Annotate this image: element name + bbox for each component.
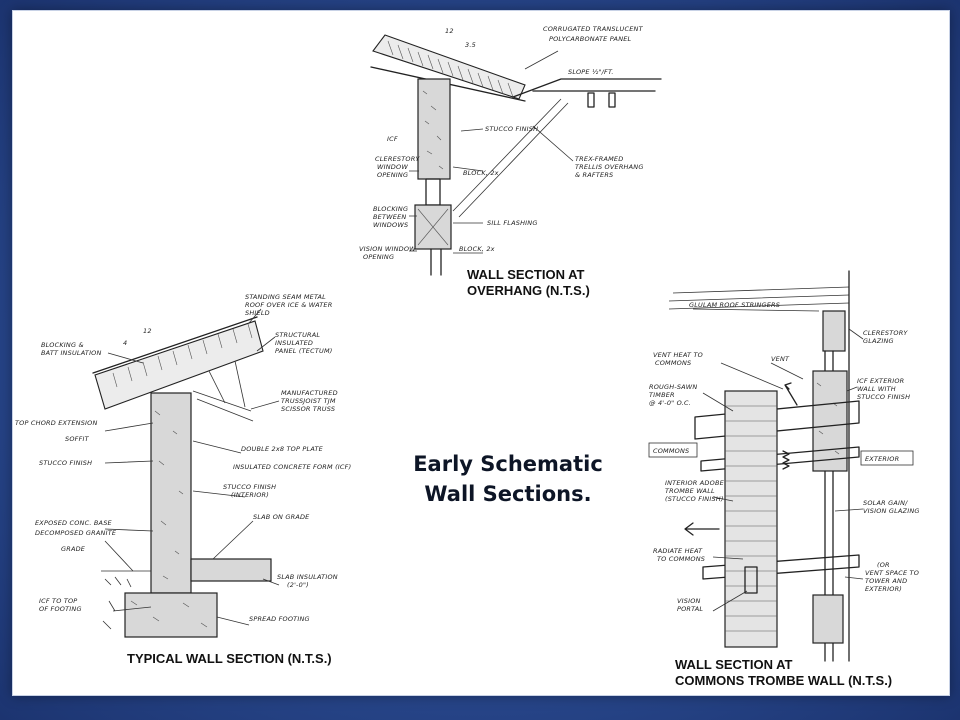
note: SLAB ON GRADE (253, 513, 310, 521)
note: 12 (445, 27, 454, 35)
schematic-drawings (13, 11, 949, 695)
radiate-heat-arrow (685, 523, 719, 535)
note: SCISSOR TRUSS (281, 405, 336, 413)
note: TRUSSJOIST TJM (281, 397, 336, 405)
note: OPENING (377, 171, 409, 179)
note: TREX-FRAMED (575, 155, 624, 163)
note: DOUBLE 2x8 TOP PLATE (241, 445, 323, 453)
note: TO COMMONS (657, 555, 706, 563)
note: BATT INSULATION (41, 349, 102, 357)
note: STRUCTURAL (275, 331, 321, 339)
note: INSULATED CONCRETE FORM (ICF) (233, 463, 352, 471)
note: TIMBER (649, 391, 675, 399)
note: SLAB INSULATION (277, 573, 338, 581)
overhang-caption: WALL SECTION AT OVERHANG (N.T.S.) (467, 267, 590, 298)
note: VENT SPACE TO (865, 569, 920, 577)
note: WALL WITH (857, 385, 896, 393)
note: (INTERIOR) (231, 491, 269, 499)
note: DECOMPOSED GRANITE (35, 529, 117, 537)
note: ICF EXTERIOR (857, 377, 905, 385)
note: WINDOW (377, 163, 408, 171)
note: WINDOWS (373, 221, 409, 229)
note: COMMONS (653, 447, 690, 455)
note: STUCCO FINISH (857, 393, 911, 401)
note: 4 (123, 339, 128, 347)
note: MANUFACTURED (281, 389, 338, 397)
note: GLULAM ROOF STRINGERS (689, 301, 781, 309)
note: TROMBE WALL (665, 487, 715, 495)
note: VISION GLAZING (863, 507, 920, 515)
note: (2'-0") (287, 581, 309, 589)
note: EXTERIOR) (865, 585, 903, 593)
note: TOWER AND (865, 577, 908, 585)
note: 12 (143, 327, 152, 335)
note: BETWEEN (373, 213, 407, 221)
note: VENT HEAT TO (653, 351, 703, 359)
overhang-icf-wall (418, 79, 450, 179)
note: INTERIOR ADOBE (665, 479, 724, 487)
note: SOFFIT (65, 435, 89, 443)
note: GLAZING (863, 337, 894, 345)
note: STUCCO FINISH (223, 483, 277, 491)
note: EXPOSED CONC. BASE (35, 519, 112, 527)
note: BLOCKING (373, 205, 409, 213)
note: ICF TO TOP (39, 597, 78, 605)
typical-footing (125, 593, 217, 637)
typical-section (93, 309, 279, 637)
note: BLOCK, 2x (463, 169, 499, 177)
note: BLOCK, 2x (459, 245, 495, 253)
note: VENT (771, 355, 790, 363)
note: TOP CHORD EXTENSION (15, 419, 98, 427)
note: CLERESTORY (375, 155, 420, 163)
note: STUCCO FINISH (485, 125, 539, 133)
note: VISION WINDOW (359, 245, 416, 253)
note: SILL FLASHING (487, 219, 538, 227)
note: SLOPE ½"/FT. (568, 68, 614, 76)
slide (12, 10, 950, 696)
note: VISION (677, 597, 701, 605)
note: RADIATE HEAT (653, 547, 703, 555)
slide-title: Early Schematic Wall Sections. (413, 452, 603, 506)
note: ROOF OVER ICE & WATER (245, 301, 333, 309)
note: OPENING (363, 253, 395, 261)
note: OF FOOTING (39, 605, 82, 613)
note: (STUCCO FINISH) (665, 495, 724, 503)
trombe-adobe-wall (725, 391, 777, 647)
note: 3.5 (465, 41, 476, 49)
typical-icf-wall (151, 393, 191, 593)
note: PANEL (TECTUM) (275, 347, 333, 355)
typical-caption: TYPICAL WALL SECTION (N.T.S.) (127, 651, 332, 666)
note: CLERESTORY (863, 329, 908, 337)
note: & RAFTERS (575, 171, 614, 179)
note: CORRUGATED TRANSLUCENT (543, 25, 643, 33)
note: TRELLIS OVERHANG (575, 163, 644, 171)
note: ROUGH-SAWN (649, 383, 698, 391)
note: POLYCARBONATE PANEL (549, 35, 632, 43)
note: EXTERIOR (865, 455, 900, 463)
note: SPREAD FOOTING (249, 615, 310, 623)
note: INSULATED (275, 339, 314, 347)
note: PORTAL (677, 605, 704, 613)
note: @ 4'-0" O.C. (649, 399, 691, 407)
note: STUCCO FINISH (39, 459, 93, 467)
note: SOLAR GAIN/ (863, 499, 908, 507)
typical-slab (191, 559, 271, 581)
note: COMMONS (655, 359, 692, 367)
note: BLOCKING & (41, 341, 84, 349)
note: SHIELD (245, 309, 270, 317)
note: ICF (387, 135, 398, 143)
trombe-caption: WALL SECTION AT COMMONS TROMBE WALL (N.T.S.) (675, 657, 893, 688)
note: STANDING SEAM METAL (245, 293, 327, 301)
note: (OR (877, 561, 890, 569)
note: GRADE (61, 545, 86, 553)
